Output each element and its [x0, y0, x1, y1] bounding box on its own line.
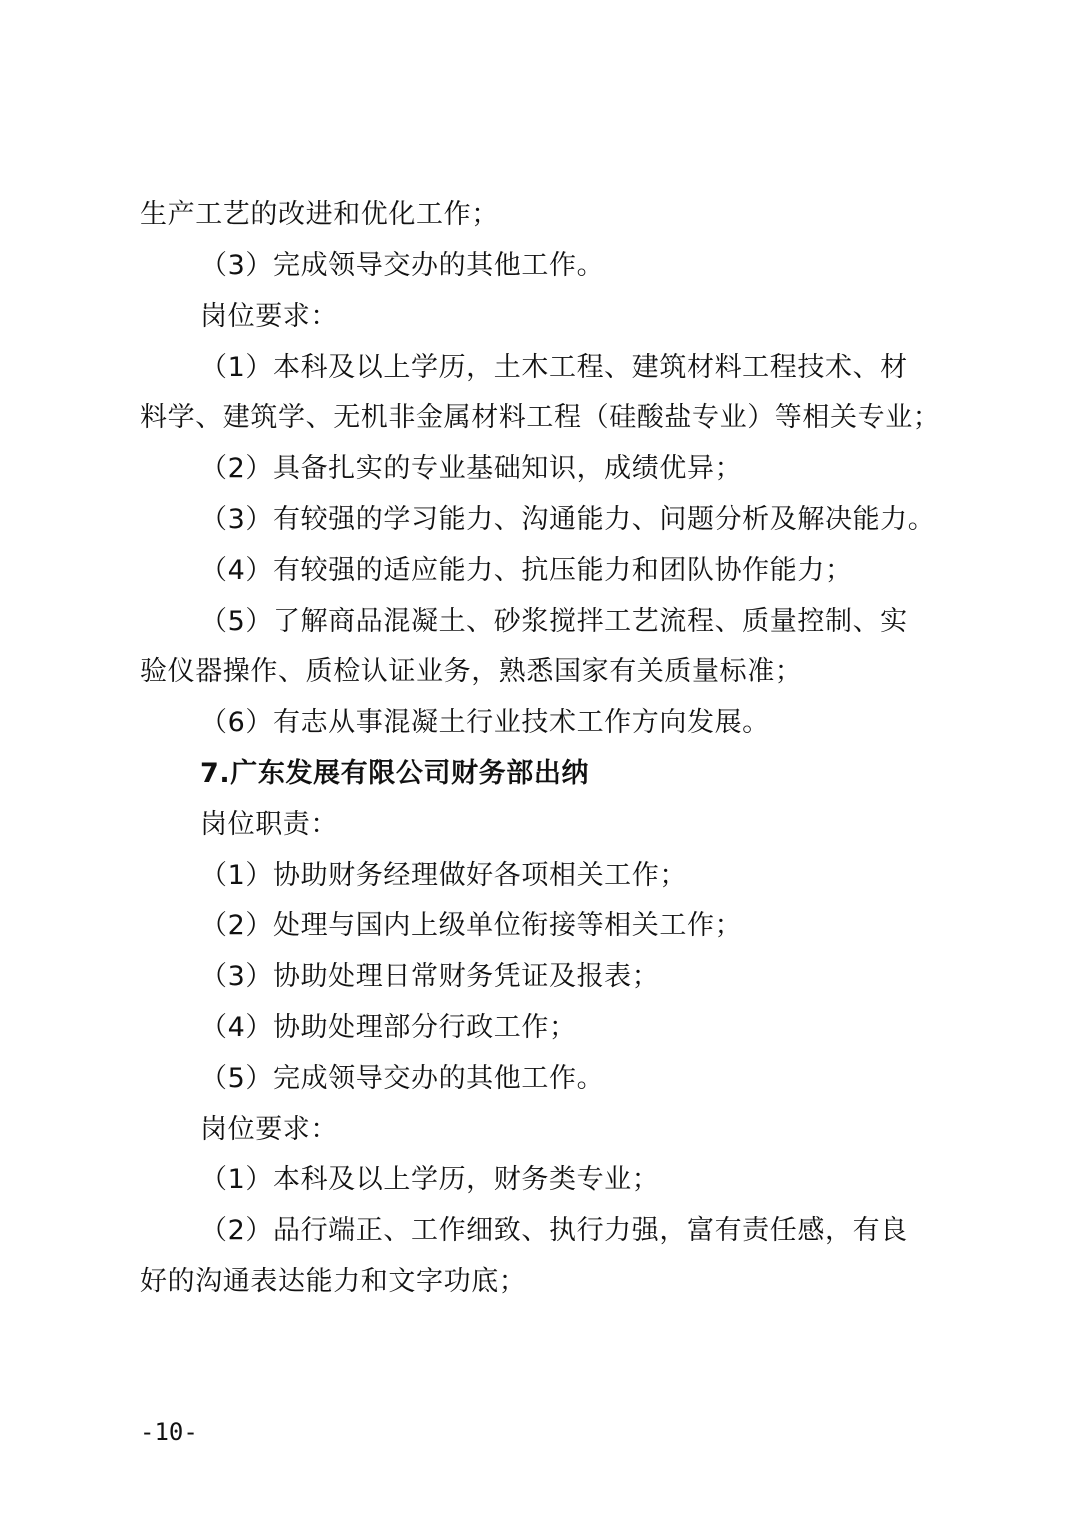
- page-number: -10-: [140, 1418, 198, 1446]
- text-line: （2）品行端正、工作细致、执行力强，富有责任感，有良: [200, 1215, 908, 1246]
- text-line: （1）协助财务经理做好各项相关工作；: [200, 860, 687, 891]
- text-line: （1）本科及以上学历，财务类专业；: [200, 1164, 660, 1195]
- text-line: 生产工艺的改进和优化工作；: [140, 199, 499, 230]
- text-line: （3）完成领导交办的其他工作。: [200, 250, 605, 281]
- section-heading: 7.广东发展有限公司财务部出纳: [200, 758, 590, 789]
- text-line: （2）具备扎实的专业基础知识，成绩优异；: [200, 453, 743, 484]
- text-line: 好的沟通表达能力和文字功底；: [140, 1266, 527, 1297]
- text-line: （4）有较强的适应能力、抗压能力和团队协作能力；: [200, 555, 853, 586]
- text-line: （3）协助处理日常财务凭证及报表；: [200, 961, 660, 992]
- text-line: （5）了解商品混凝土、砂浆搅拌工艺流程、质量控制、实: [200, 606, 908, 637]
- section-label: 岗位要求：: [200, 301, 338, 332]
- text-line: （1）本科及以上学历，土木工程、建筑材料工程技术、材: [200, 352, 908, 383]
- text-line: （6）有志从事混凝土行业技术工作方向发展。: [200, 707, 770, 738]
- text-line: （2）处理与国内上级单位衔接等相关工作；: [200, 910, 743, 941]
- text-line: 验仪器操作、质检认证业务，熟悉国家有关质量标准；: [140, 656, 803, 687]
- text-line: （3）有较强的学习能力、沟通能力、问题分析及解决能力。: [200, 504, 936, 535]
- text-line: 料学、建筑学、无机非金属材料工程（硅酸盐专业）等相关专业；: [140, 402, 941, 433]
- section-label: 岗位要求：: [200, 1114, 338, 1145]
- section-label: 岗位职责：: [200, 809, 338, 840]
- text-line: （4）协助处理部分行政工作；: [200, 1012, 577, 1043]
- text-line: （5）完成领导交办的其他工作。: [200, 1063, 605, 1094]
